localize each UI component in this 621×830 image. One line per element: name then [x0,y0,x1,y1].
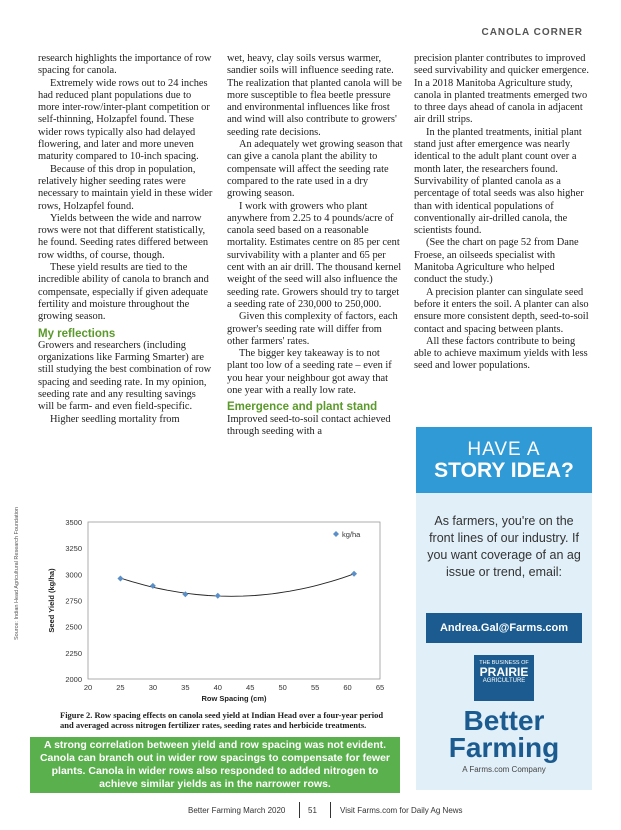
trend-line [120,574,354,597]
x-tick-label: 65 [375,683,385,692]
logo-text: AGRICULTURE [482,678,526,684]
y-tick-label: 3500 [65,518,82,527]
ad-email-link[interactable]: Andrea.Gal@Farms.com [426,613,582,643]
paragraph: Because of this drop in population, relatively higher seeding rates were necessary to maintain yield in these wider rows, Holzapfel found. [38,163,213,212]
paragraph: Growers and researchers (including organizations like Farming Smarter) are still studying the best combination of row spacing and seeding rate. In my opinion, seeding rate and any resulting savings will be farm- and even field-specific. [38,339,212,413]
subheading: Emergence and plant stand [227,401,378,414]
y-tick-label: 3000 [65,570,82,580]
footer-divider [330,802,331,818]
data-point [182,591,188,597]
paragraph: An adequately wet growing season that can give a canola plant the ability to compensate will affect the seeding rate compared to the rate used in a dry growing season. [227,139,403,200]
paragraph: Yields between the wide and narrow rows were not that different statistically, he found. Seeding rates differed between row widths, of course, though. [38,212,209,261]
paragraph: Higher seedling mortality from [50,413,180,425]
better-farming-logo [416,707,592,761]
story-idea-ad [416,427,592,790]
logo-text: Better [463,705,545,736]
x-tick-label: 60 [343,683,352,692]
paragraph: Extremely wide rows out to 24 inches had reduced plant populations due to more inter-row/inter-plant competition or self-thinning, Holzapfel found. These wider rows typically also had delayed flowering, and later and more uneven maturity compared to 10-inch spacing. [38,77,210,163]
paragraph: All these factors contribute to being able to achieve maximum yields with less seed and lower populations. [414,335,588,372]
yield-chart [30,502,400,734]
paragraph: I work with growers who plant anywhere from 2.25 to 4 pounds/acre of canola seed based on a reasonable mortality. Estimates centre on 85 per cent survivability with a planter and 65 per cent with an air drill. The thousand kernel weight of the seed will also influence the seeding rate. Growers should try to target a seeding rate of 230,000 to 250,000. [227,200,402,310]
footer-link[interactable]: Visit Farms.com for Daily Ag News [340,806,463,815]
chart-axes [47,518,384,703]
paragraph: In the planted treatments, initial plant stand just after emergence was nearly identical to the adult plant count over a month later, the researchers found. Survivability of planted canola as a percentage of total seeds was also higher than with identical populations of conventionally air-drilled canola, the scientists found. [414,126,584,237]
paragraph: wet, heavy, clay soils versus warmer, sandier soils will influence seeding rate. The realization that planted canola will be more susceptible to flea beetle pressure and environmental influences like frost and wind will also contribute to growers' seeding rate decisions. [227,53,402,138]
x-tick-label: 50 [278,683,287,692]
legend-label: kg/ha [342,530,361,539]
paragraph: Improved seed-to-soil contact achieved through seeding with a [227,413,391,437]
figure-source [14,505,24,640]
y-tick-label: 2500 [65,622,82,632]
x-tick-label: 30 [148,683,158,692]
y-tick-label: 2000 [65,675,82,684]
logo-text: PRAIRIE [479,665,529,679]
logo-text: THE BUSINESS OF [479,660,529,666]
page-number: 51 [308,806,317,815]
x-tick-label: 40 [213,683,222,692]
x-axis-label: Row Spacing (cm) [201,694,267,703]
x-tick-label: 25 [116,683,125,692]
y-tick-label: 2750 [65,596,82,606]
paragraph: precision planter contributes to improved seed survivability and quicker emergence. In a 2018 Manitoba Agriculture study, canola in planted treatments emerged two to three days ahead of canola in adjacent air drill strips. [414,53,589,126]
chart-marks [117,530,361,599]
x-tick-label: 45 [246,683,255,692]
data-point [117,576,123,582]
paragraph: These yield results are tied to the incredible ability of canola to branch and compensate, especially if given adequate fertility and moisture throughout the growing season. [38,262,209,323]
x-tick-label: 55 [310,683,320,692]
source-text: Source: Indian Head Agricultural Research Foundation [14,507,20,640]
subheading: My reflections [38,327,116,340]
y-axis-label: Seed Yield (kg/ha) [47,568,56,633]
y-tick-label: 3250 [65,544,82,554]
data-point [215,593,221,599]
prairie-agriculture-logo [474,655,534,701]
footer-publication: Better Farming March 2020 [188,806,286,815]
article-column-1 [38,53,214,426]
article-column-3 [414,53,589,373]
legend-marker [333,531,339,537]
x-tick-label: 20 [83,683,93,692]
logo-text: Farming [448,732,560,763]
footer-divider [299,802,300,818]
company-tagline: A Farms.com Company [462,765,546,774]
paragraph: (See the chart on page 52 from Dane Froese, an oilseeds specialist with Manitoba Agriculture who helped conduct the study.) [414,237,579,286]
y-tick-label: 2250 [65,648,82,658]
paragraph: The bigger key takeaway is to not plant too low of a seeding rate – even if you hear your neighbour got away that one year with a really low rate. [227,348,392,397]
paragraph: Given this complexity of factors, each grower's seeding rate will differ from other farmers' rates. [227,311,398,347]
article-column-2 [227,53,403,438]
data-point [351,571,357,577]
ad-message: As farmers, you're on the front lines of our industry. If you want coverage of an ag issue or trend, email: [427,514,581,579]
plot-frame [88,522,380,679]
x-tick-label: 35 [181,683,190,692]
figure-caption: Figure 2. Row spacing effects on canola seed yield at Indian Head over a four-year period and averaged across nitrogen fertilizer rates, seeding rates and herbicide treatments. [60,710,384,730]
paragraph: A precision planter can singulate seed before it enters the soil. A planter can also ensure more consistent depth, seed-to-soil contact and spacing between plants. [414,286,589,335]
ad-headline-1: HAVE A [467,439,541,460]
ad-headline-2: STORY IDEA? [434,459,574,482]
section-header: CANOLA CORNER [481,27,583,38]
paragraph: research highlights the importance of row spacing for canola. [38,53,212,77]
callout-box: A strong correlation between yield and row spacing was not evident. Canola can branch out in wider row spacings to compensate for fewer plants. Canola in wider rows also responded to added nitrogen to achieve similar yields as in the narrower rows. [30,737,400,793]
